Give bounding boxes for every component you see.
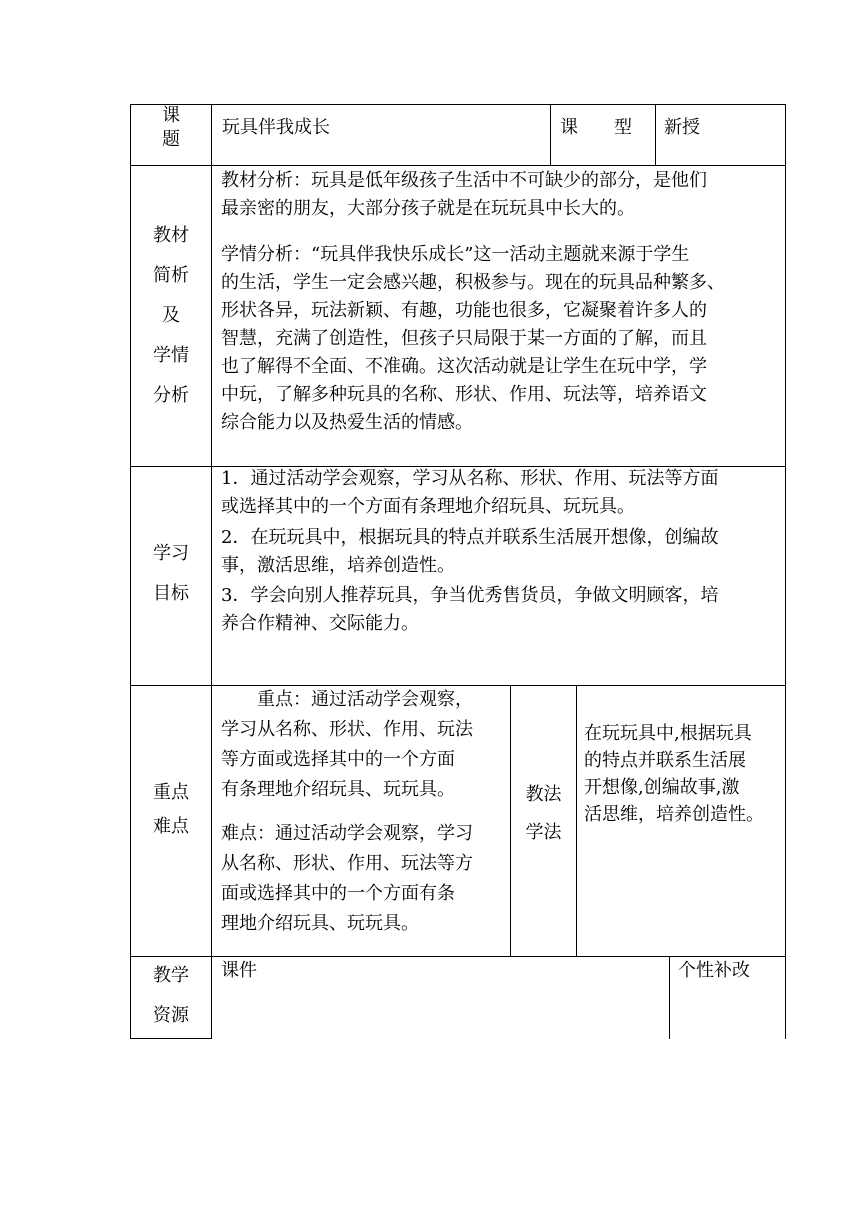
- method-content-divider: [576, 685, 577, 957]
- student-analysis-paragraph: 学情分析：“玩具伴我快乐成长”这一活动主题就来源于学生 的生活，学生一定会感兴趣，积极参与。现在的玩具品种繁多、 形状各异，玩法新颖、有趣，功能也很多，它凝聚着许多人的 智慧，充满了创造性，但孩子只局限于某一方面的了解，而且 也了解得不全面、不准确。这次活动就是让学生在玩中学，学 中玩，了解多种玩具的名称、形状、作用、玩法等，培养语文 综合能力以及热爱生活的情感。: [221, 244, 725, 433]
- key-point-paragraph: 重点：通过活动学会观察， 学习从名称、形状、作用、玩法 等方面或选择其中的一个方面 有条理地介绍玩具、玩玩具。: [221, 689, 473, 800]
- textbook-analysis-paragraph: 教材分析：玩具是低年级孩子生活中不可缺少的部分，是他们 最亲密的朋友，大部分孩子就是在玩玩具中长大的。: [221, 170, 707, 219]
- row-divider: [130, 165, 786, 166]
- label-personal-revision: 个性补改: [678, 960, 750, 981]
- table-border-right: [785, 104, 786, 1039]
- label-lesson-type: 课 型: [560, 117, 632, 138]
- title-type-divider: [550, 104, 551, 166]
- difficulty-paragraph: 难点：通过活动学会观察，学习 从名称、形状、作用、玩法等方 面或选择其中的一个方面有条 理地介绍玩具、玩玩具。: [221, 823, 473, 934]
- table-border-bottom: [130, 1038, 212, 1039]
- resource-note-divider: [669, 956, 670, 1039]
- label-learning-goals: 学习 目标: [153, 543, 189, 604]
- lesson-title-value: 玩具伴我成长: [222, 117, 330, 138]
- label-analysis: 教材 简析 及 学情 分析: [153, 225, 189, 406]
- type-value-divider: [655, 104, 656, 166]
- table-border-top: [130, 104, 786, 105]
- label-key-points: 重点 难点: [153, 782, 189, 837]
- label-teaching-method: 教法 学法: [525, 784, 562, 843]
- goal-item-3: 3．学会向别人推荐玩具，争当优秀售货员，争做文明顾客，培 养合作精神、交际能力。: [221, 585, 719, 634]
- row-divider: [130, 956, 786, 957]
- goal-item-1: 1．通过活动学会观察，学习从名称、形状、作用、玩法等方面 或选择其中的一个方面有条理地介绍玩具、玩玩具。: [221, 468, 719, 517]
- label-teaching-resources: 教学 资源: [153, 965, 189, 1026]
- goal-item-2: 2．在玩玩具中，根据玩具的特点并联系生活展开想像，创编故 事，激活思维，培养创造性。: [221, 527, 719, 576]
- label-column-divider: [211, 104, 212, 1039]
- label-lesson-title: 课 题: [162, 105, 180, 150]
- teaching-resources-value: 课件: [221, 960, 257, 981]
- teaching-method-paragraph: 在玩玩具中,根据玩具 的特点并联系生活展 开想像,创编故事,激 活思维，培养创造性。: [584, 723, 764, 825]
- lesson-type-value: 新授: [664, 117, 700, 138]
